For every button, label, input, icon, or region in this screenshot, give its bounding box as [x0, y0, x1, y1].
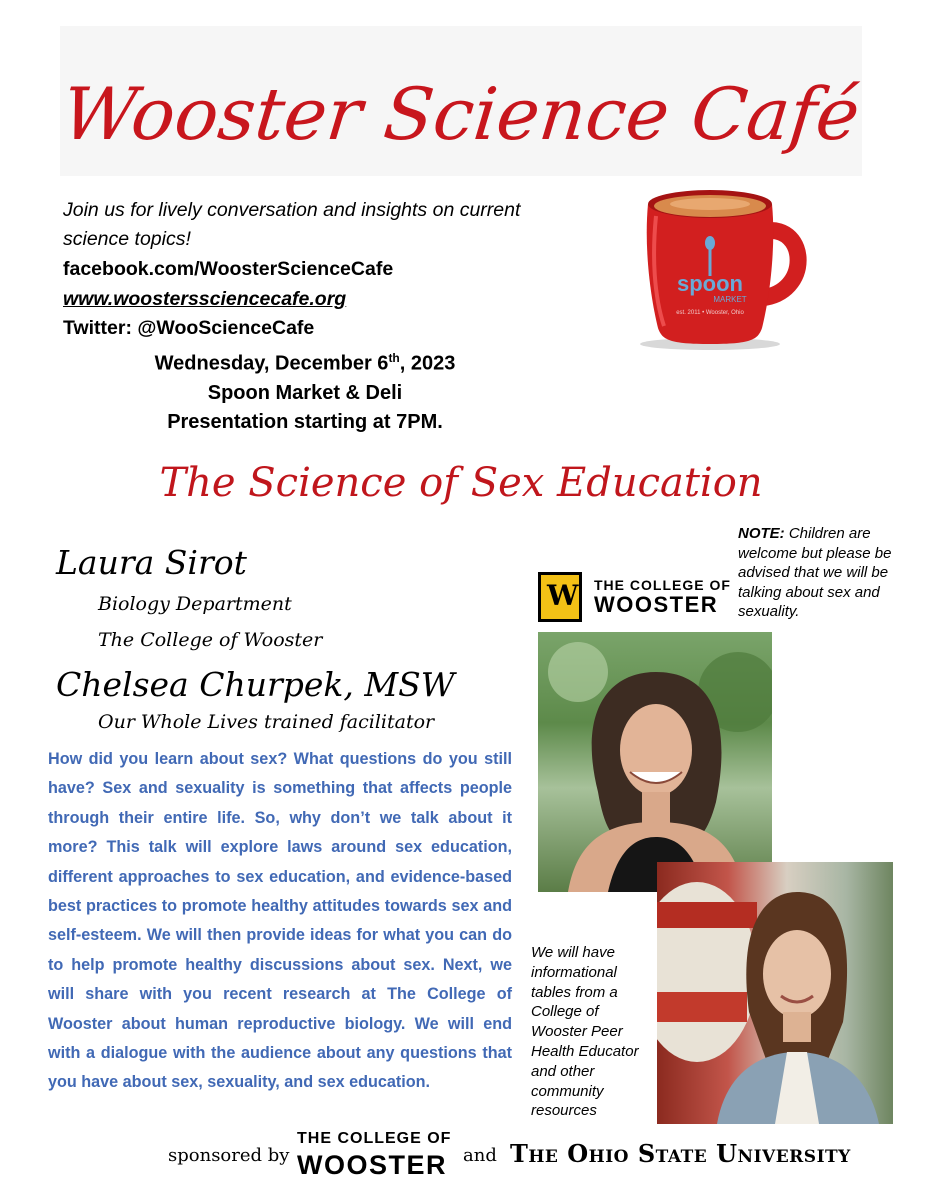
wooster-shield-icon: W	[538, 572, 582, 622]
coffee-mug-image	[630, 176, 810, 351]
speaker-role: Our Whole Lives trained facilitator	[98, 711, 435, 733]
speaker-department: Biology Department	[98, 593, 292, 615]
college-of-wooster-logo	[538, 572, 731, 622]
twitter-handle[interactable]: Twitter: @WooScienceCafe	[63, 317, 315, 339]
sponsor-conjunction: and	[463, 1145, 497, 1166]
mug-brand: spoon	[677, 271, 743, 296]
event-details	[100, 344, 510, 437]
logo-line2: WOOSTER	[594, 592, 719, 617]
website-link[interactable]: www.woosterssciencecafe.org	[63, 288, 347, 310]
mug-subbrand: MARKET	[713, 295, 747, 304]
talk-description: How did you learn about sex? What questions do you still have? Sex and sexuality is something that affects people through their entire life. So, why don’t we talk about it more? This talk will explore laws around sex education, different approaches to sex education, and evidence-based best practices to promote healthy attitudes towards sex and self-esteem. We will then provide ideas for what you can do to help promote healthy discussions about sex. Next, we will share with you recent research at The College of Wooster about human reproductive biology. We will end with a dialogue with the audience about any questions that you have about sex, sexuality, and sex education.	[48, 750, 512, 1092]
note-text: Children are welcome but please be advised that we will be talking about sex and sexuality.	[738, 525, 892, 620]
speaker-photo-laura	[538, 632, 772, 892]
mug-tagline: est. 2011 • Wooster, Ohio	[676, 310, 744, 316]
event-venue: Spoon Market & Deli	[207, 381, 403, 404]
intro-text: Join us for lively conversation and insights on current science topics!	[63, 199, 521, 250]
children-note	[738, 524, 898, 622]
main-title: Wooster Science Café	[58, 72, 864, 156]
speaker-organization: The College of Wooster	[98, 629, 323, 651]
sponsor-wooster-line1: THE COLLEGE OF	[297, 1130, 452, 1147]
note-label: NOTE:	[738, 525, 785, 542]
event-date: Wednesday, December 6th, 2023	[154, 351, 456, 375]
tables-note: We will have informational tables from a College of Wooster Peer Health Educator and other community resources	[531, 944, 639, 1120]
talk-title: The Science of Sex Education	[159, 460, 763, 506]
speaker-photo-chelsea	[657, 862, 893, 1124]
sponsor-ohio-state: The Ohio State University	[510, 1139, 851, 1168]
sponsored-by-label: sponsored by	[168, 1145, 290, 1166]
speaker-name: Chelsea Churpek, MSW	[56, 665, 455, 704]
sponsor-wooster-line2: WOOSTER	[297, 1150, 447, 1180]
speaker-name: Laura Sirot	[56, 543, 247, 582]
facebook-link[interactable]: facebook.com/WoosterScienceCafe	[63, 258, 394, 280]
logo-line1: THE COLLEGE OF	[594, 577, 731, 593]
event-time: Presentation starting at 7PM.	[167, 410, 443, 433]
